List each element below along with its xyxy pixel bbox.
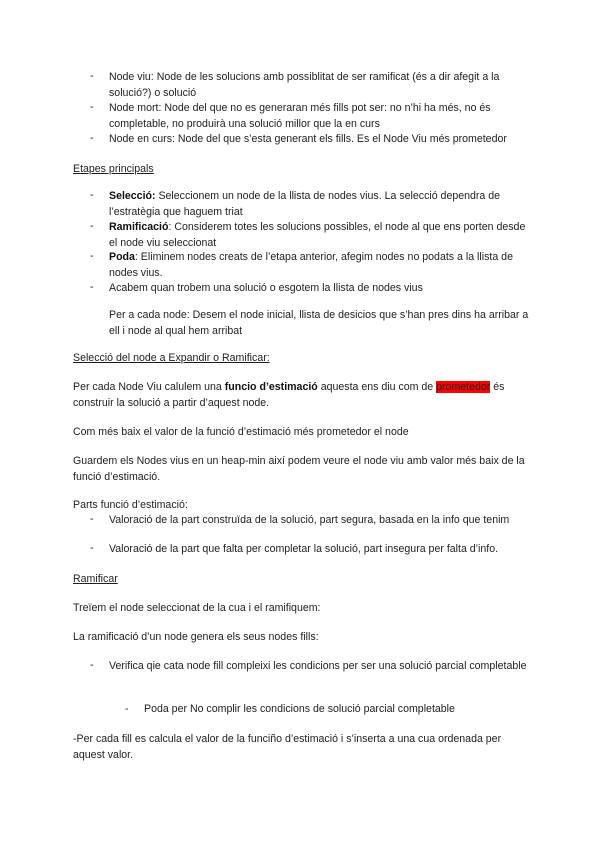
term: Poda — [109, 251, 135, 263]
list-item-text: Node mort: Node del que no es generaran més fills pot ser: no n’hi ha més, no és completable, no produirà una solució millor que la en curs — [109, 102, 491, 130]
paragraph: Guardem els Nodes vius en un heap-min així podem veure el node viu amb valor més baix de la funció d’estimació. — [73, 455, 525, 483]
list-dash: - — [90, 101, 94, 113]
paragraph-text: és construir la solució a partir d’aquest node. — [73, 381, 505, 409]
list-dash: - — [90, 542, 94, 554]
list-dash: - — [125, 703, 129, 715]
term: Ramificació — [109, 221, 169, 233]
paragraph-text: aquesta ens diu com de — [317, 381, 437, 393]
parts-label: Parts funció d’estimació: — [73, 499, 188, 511]
list-item-text: Acabem quan trobem una solució o esgotem la llista de nodes vius — [109, 282, 423, 294]
paragraph-text: Per cada Node Viu calulem una — [73, 381, 225, 393]
list-dash: - — [90, 132, 94, 144]
list-dash: - — [90, 70, 94, 82]
paragraph: -Per cada fill es calcula el valor de la funciño d’estimació i s’inserta a una cua ordenada per aquest valor. — [73, 733, 502, 761]
list-dash: - — [90, 513, 94, 525]
list-dash: - — [90, 189, 94, 201]
list-item-text: Valoració de la part construïda de la solució, part segura, basada en la info que tenim — [109, 514, 510, 526]
term: Selecció: — [109, 190, 156, 202]
list-dash: - — [90, 250, 94, 262]
list-item-text: : Considerem totes les solucions possibles, el node al que ens porten desde el node viu seleccionat — [109, 221, 526, 249]
section-heading-seleccio: Selecció del node a Expandir o Ramificar: — [73, 352, 270, 364]
section-heading-etapes: Etapes principals — [73, 163, 154, 175]
section-heading-ramificar: Ramificar — [73, 573, 118, 585]
highlighted-word: prometedor — [436, 381, 491, 393]
list-dash: - — [90, 659, 94, 671]
bold-term: funcio d’estimació — [224, 381, 318, 393]
list-dash: - — [90, 281, 94, 293]
paragraph — [73, 380, 533, 411]
list-item-text: Node viu: Node de les solucions amb possiblitat de ser ramificat (és a dir afegit a la solució?) o solució — [109, 71, 500, 99]
list-item-text: Seleccionem un node de la llista de nodes vius. La selecció dependra de l’estratègia que haguem triat — [109, 190, 501, 218]
indented-note: Per a cada node: Desem el node inicial, llista de desicios que s’han pres dins ha arribar a ell i node al qual hem arribat — [109, 309, 529, 337]
list-item-text: : Eliminem nodes creats de l’etapa anterior, afegim nodes no podats a la llista de nodes vius. — [109, 251, 513, 279]
list-item-text: Valoració de la part que falta per completar la solució, part insegura per falta d’info. — [109, 543, 499, 555]
paragraph: La ramificació d’un node genera els seus nodes fills: — [73, 631, 319, 643]
list-item-text: Node en curs: Node del que s’esta generant els fills. Es el Node Viu més prometedor — [109, 133, 507, 145]
paragraph: Com més baix el valor de la funció d’estimació més prometedor el node — [73, 426, 409, 438]
list-item-text: Verifica qie cata node fill compleixi les condicions per ser una solució parcial completable — [109, 660, 527, 672]
list-item-text: Poda per No complir les condicions de solució parcial completable — [144, 703, 455, 715]
list-dash: - — [90, 220, 94, 232]
paragraph: Treïem el node seleccionat de la cua i el ramifiquem: — [73, 602, 321, 614]
